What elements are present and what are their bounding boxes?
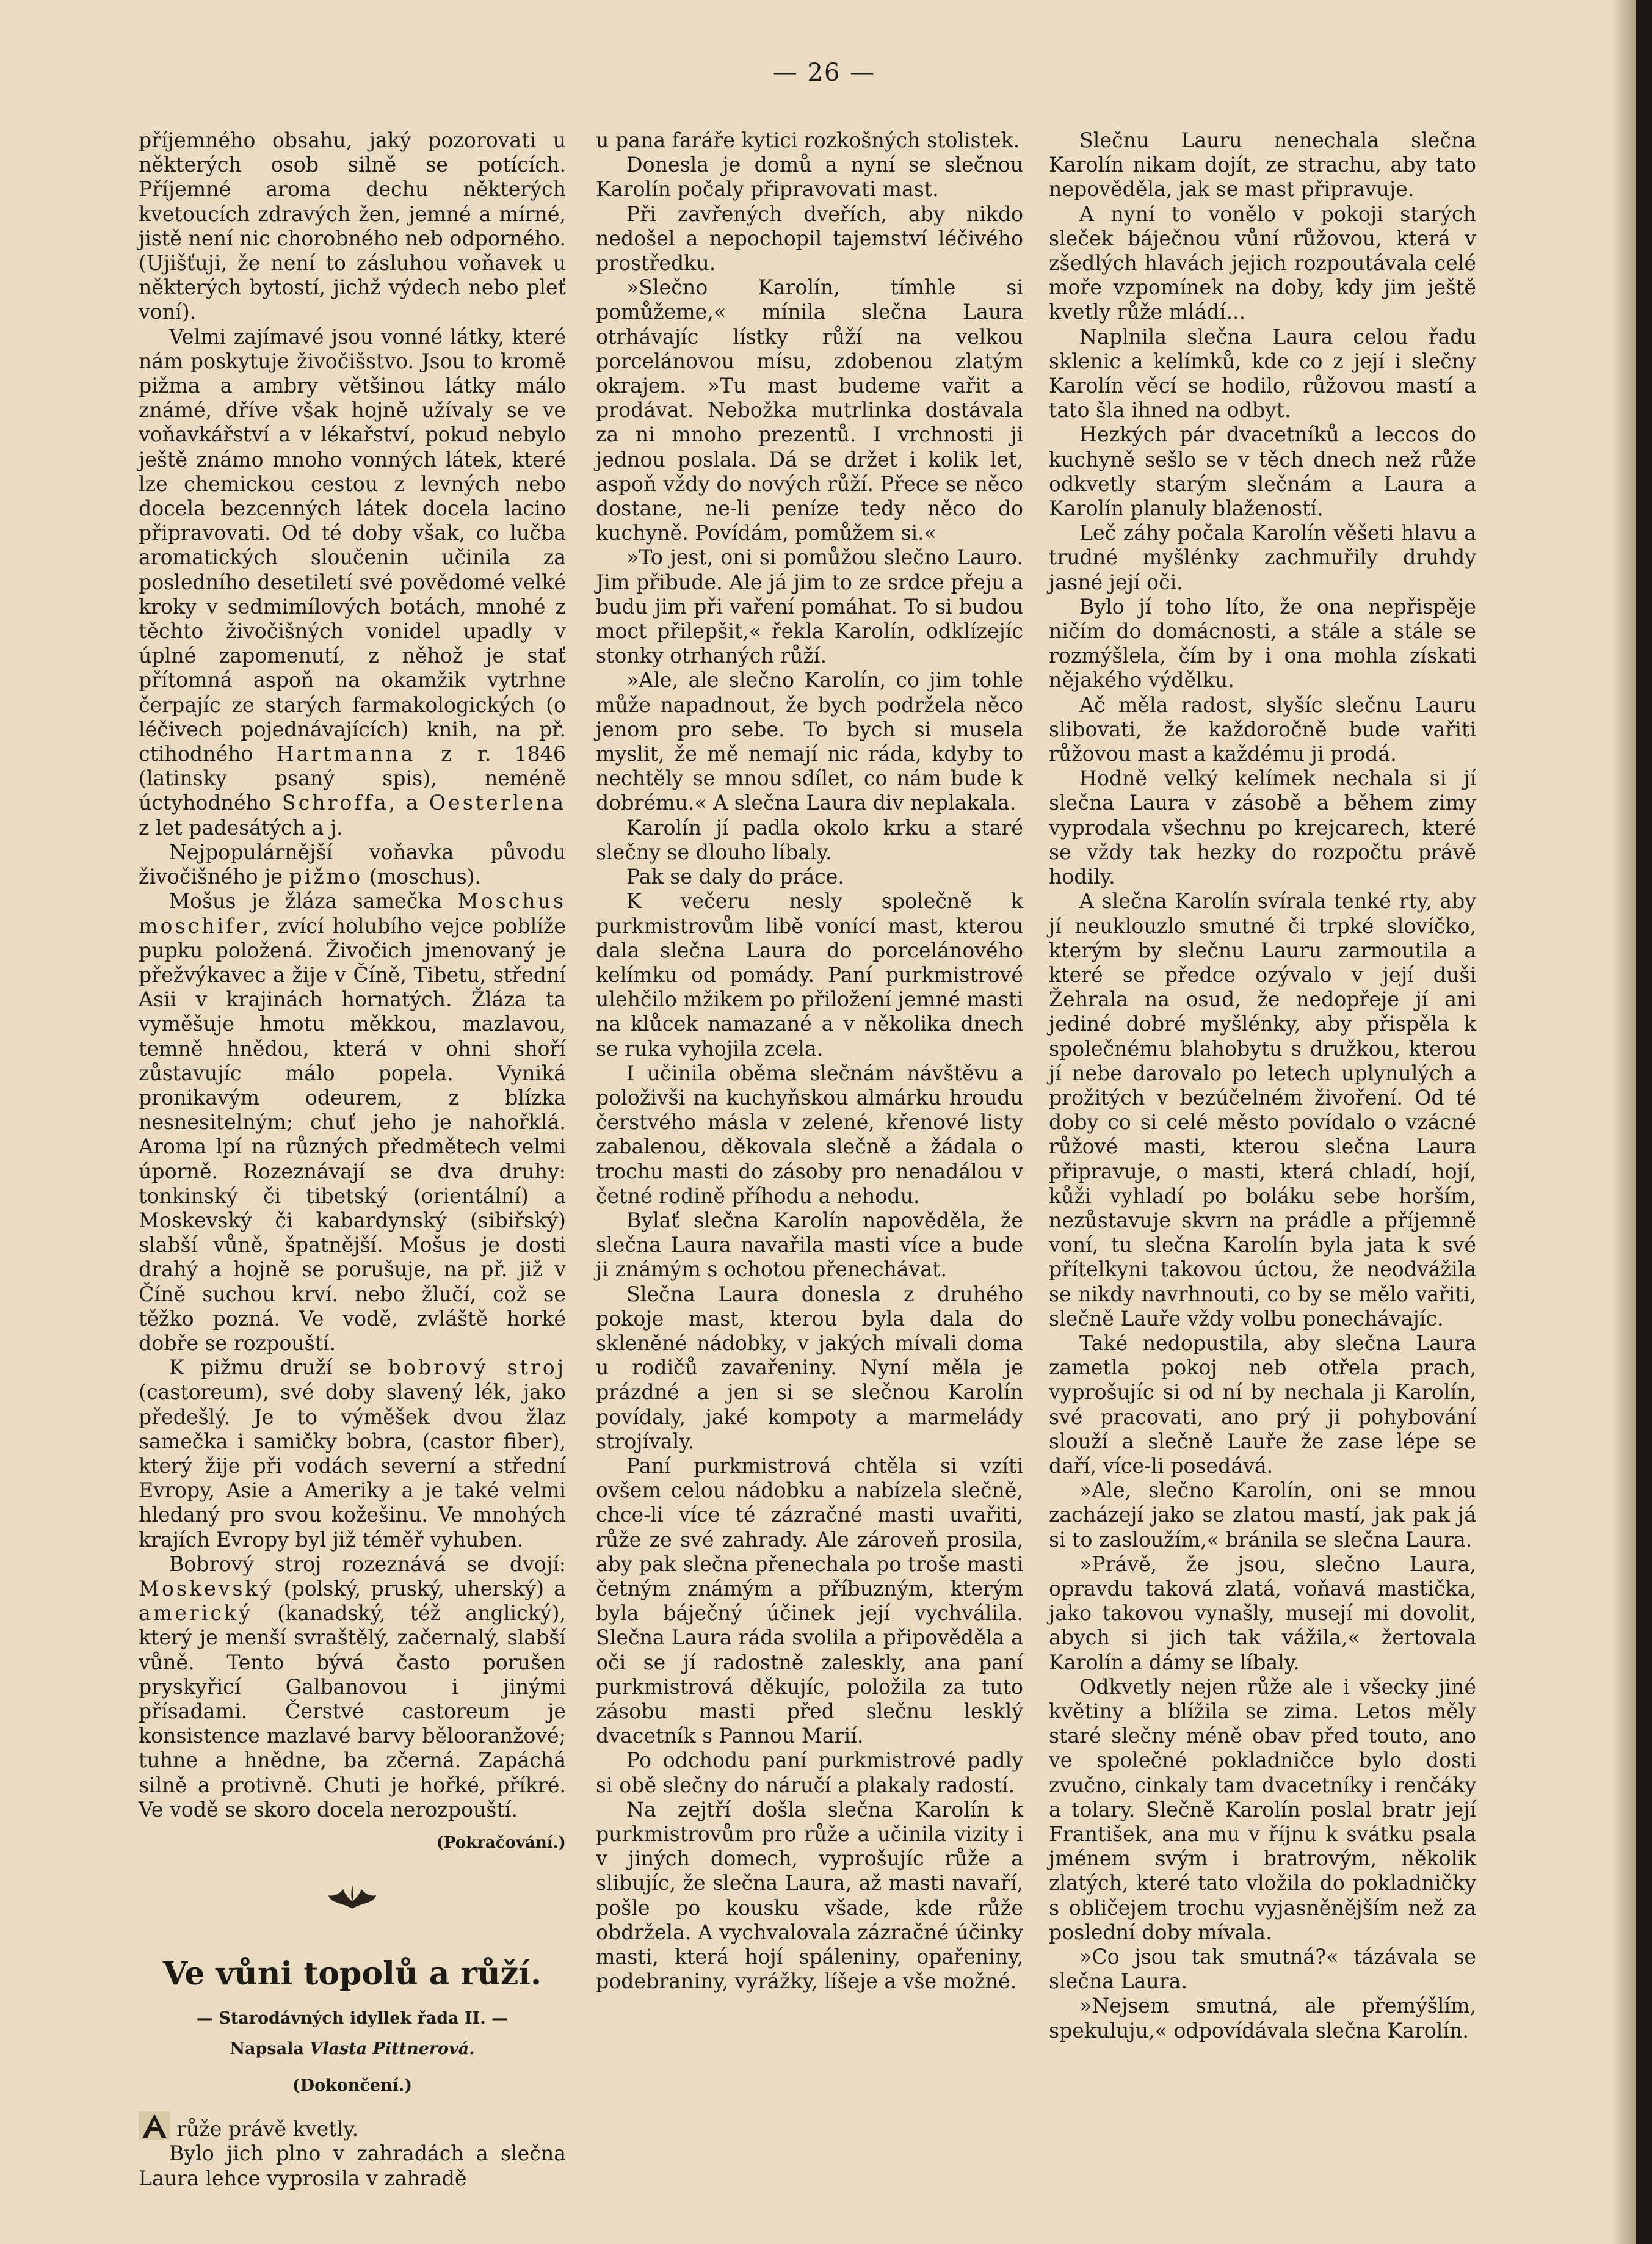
paragraph: Leč záhy počala Karolín věšeti hlavu a trudné myšlénky zachmuřily druhdy jasné její oči. [1049, 521, 1476, 594]
paragraph: Při zavřených dveřích, aby nikdo nedošel a nepochopil tajemství léčivého prostředku. [596, 202, 1023, 275]
author-prefix: Napsala [230, 2039, 304, 2059]
paragraph: Paní purkmistrová chtěla si vzíti ovšem celou nádobku a nabízela slečně, chce-li více té zázračné masti uvařiti, růže ze své zahrady. Ale zároveň prosila, aby pak slečna přenechala po troše masti četným známým a příbuzným, kterým byla báječný účinek její vychválila. Slečna Laura ráda svolila a připověděla a oči se jí radostně zaleskly, ana paní purkmistrová děkujíc, položila za tuto zásobu masti před slečnu lesklý dvacetník s Pannou Marií. [596, 1453, 1023, 1748]
term: Moskevský [139, 1576, 274, 1600]
paragraph: Karolín jí padla okolo krku a staré slečny se dlouho líbaly. [596, 815, 1023, 864]
paragraph: Hezkých pár dvacetníků a leccos do kuchyně sešlo se v těch dnech než růže odkvetly starým slečnám a Laura a Karolín planuly blažeností. [1049, 423, 1476, 521]
paragraph: Pak se daly do práce. [626, 865, 844, 889]
paragraph-text: Mošus je žláza samečka [169, 889, 443, 913]
paragraph: »Nejsem smutná, ale přemýšlím, spekuluju,« odpovídávala slečna Karolín. [1049, 1994, 1476, 2042]
paragraph: »To jest, oni si pomůžou slečno Lauro. Jim přibude. Ale já jim to ze srdce přeju a budu jim při vaření pomáhat. To si budou moct přilepšit,« řekla Karolín, odklízejíc stonky otrhaných růží. [596, 545, 1023, 668]
paragraph: Hodně velký kelímek nechala si jí slečna Laura v zásobě a během zimy vyprodala všechnu po krejcarech, které se vždy tak hezky do rozpočtu právě hodily. [1049, 766, 1476, 889]
paragraph: Ač měla radost, slyšíc slečnu Lauru slibovati, že každoročně bude vařiti růžovou mast a každému ji prodá. [1049, 692, 1476, 766]
dropcap-letter-a-icon [139, 2111, 170, 2140]
paragraph [139, 325, 566, 840]
paragraph: I učinila oběma slečnám návštěvu a položivši na kuchyňskou almárku hroudu čerstvého másla v zelené, křenové listy zabalenou, děkovala slečně a žádala o trochu masti do zásoby pro nenadálou v četné rodině příhodu a nehodu. [596, 1061, 1023, 1208]
concluded-note: (Dokončení.) [292, 2076, 413, 2096]
term: pižmo [289, 865, 363, 889]
paragraph-text: růže právě kvetly. [176, 2117, 359, 2141]
paragraph: u pana faráře kytici rozkošných stolistek. [596, 128, 1020, 152]
paragraph-text: Nejpopulárnější voňavka původu živočišného je [139, 840, 566, 889]
paragraph-text: (moschus). [369, 865, 482, 889]
paragraph-text: Velmi zajímavé jsou vonné látky, které nám poskytuje živočišstvo. Jsou to kromě pižma a ambry většinou látky málo známé, dříve však hojně užívaly se ve voňavkářství a v lékařství, pokud nebylo ještě známo mnoho vonných látek, které lze chemickou cestou z levných nebo docela bezcenných látek docela lacino připravovati. Od té doby však, co lučba aromatických sloučenin učinila za posledního desetiletí své povědomé velké kroky v sedmimílových botách, mnohé z těchto živočišných vonidel upadly v úplné zapomenutí, z něhož je stať přítomná aspoň na okamžik vytrhne čerpajíc ze starých farmakologických (o léčivech pojednávajících) knih, na př. ctihodného [139, 324, 566, 766]
paragraph: »Právě, že jsou, slečno Laura, opravdu taková zlatá, voňavá mastička, jako takovou vynašly, musejí mi dovolit, abych si jich tak vážila,« žertovala Karolín a dámy se líbaly. [1049, 1552, 1476, 1674]
paragraph: Bylo jí toho líto, že ona nepřispěje ničím do domácnosti, a stále a stále se rozmýšlela, čím by i ona mohla získati nějakého výdělku. [1049, 594, 1476, 692]
story-author [139, 2037, 566, 2061]
term: americký [139, 1601, 253, 1625]
author-name: Schroffa [281, 791, 389, 815]
paragraph [139, 2111, 566, 2141]
paragraph-text: (kanadský, též anglický), který je menší svraštělý, začernalý, slabší vůně. Tento bývá často porušen pryskyřicí Galbanovou i jinými přísadami. Čerstvé castoreum je konsistence mazlavé barvy bělooranžové; tuhne a hnědne, ba zčerná. Zapáchá silně a protivně. Chuti je hořké, příkré. Ve vodě se skoro docela nerozpouští. [139, 1601, 566, 1821]
paragraph [139, 1356, 566, 1552]
paragraph: Donesla je domů a nyní se slečnou Karolín počaly připravovati mast. [596, 153, 1023, 202]
paragraph: »Ale, slečno Karolín, oni se mnou zacházejí jako se zlatou mastí, jak pak já si to zasloužím,« bránila se slečna Laura. [1049, 1478, 1476, 1552]
paragraph: A slečna Karolín svírala tenké rty, aby jí neuklouzlo smutné či trpké slovíčko, kterým by slečnu Lauru zarmoutila a které se předce ozývalo v její duši Žehrala na osud, že nedopřeje jí ani jediné dobré myšlénky, aby přispěla k společnému blahobytu s družkou, kterou jí nebe darovalo po letech uplynulých a prožitých v bezúčelném živoření. Od té doby co si celé město povídalo o vzácné růžové masti, kterou slečna Laura připravuje, o masti, která chladí, hojí, kůži vyhladí po boláku sebe horším, nezůstavuje skvrn na prádle a příjemně voní, tu slečna Karolín byla jata k své přítelkyni takovou úctou, že neodvážila se nikdy navrhnouti, co by se mělo vařiti, slečně Lauře vždy volbu ponechávajíc. [1049, 889, 1476, 1331]
paragraph-text: , a [388, 791, 418, 815]
author-name: Hartmanna z [276, 742, 454, 766]
paragraph: příjemného obsahu, jaký pozorovati u některých osob silně se potících. Příjemné aroma dechu některých kvetoucích zdravých žen, jemné a mírné, jistě není nic chorobného neb odporného. (Ujišťuji, že není to zásluhou voňavek u některých bytostí, jichž výdech nebo pleť voní). [139, 128, 566, 324]
paragraph: »Co jsou tak smutná?« tázávala se slečna Laura. [1049, 1945, 1476, 1994]
column-3 [1049, 128, 1476, 2043]
paragraph-text: Bobrový stroj rozeznává se dvojí: [169, 1552, 566, 1576]
paragraph-text: K pižmu druží se [169, 1356, 372, 1380]
column-2 [596, 128, 1023, 1994]
fleuron-ornament [139, 1878, 566, 1921]
paragraph: Také nedopustila, aby slečna Laura zametla pokoj neb otřela prach, vyprošujíc si od ní by nechala ji Karolín, své pracovati, ano prý ji pohybování slouží a slečně Lauře že zase lépe se daří, více-li posedává. [1049, 1331, 1476, 1478]
paragraph: Naplnila slečna Laura celou řadu sklenic a kelímků, kde co z její i slečny Karolín věcí se hodilo, růžovou mastí a tato šla ihned na odbyt. [1049, 324, 1476, 423]
paragraph: Po odchodu paní purkmistrové padly si obě slečny do náručí a plakaly radostí. [596, 1748, 1023, 1797]
paragraph: Slečna Laura donesla z druhého pokoje mast, kterou byla dala do skleněné nádobky, v jakých mívali doma u rodičů zavařeniny. Nyní měla je prázdné a jen si se slečnou Karolín povídaly, jaké kompoty a marmelády strojívaly. [596, 1282, 1023, 1453]
paragraph-text: (castoreum), své doby slavený lék, jako předešlý. Je to výměšek dvou žlaz samečka i samičky bobra, (castor fiber), který žije při vodách severní a střední Evropy, Asie a Ameriky a je také velmi hledaný pro svou kožešinu. Ve mnohých krajích Evropy byl již téměř vyhuben. [139, 1380, 566, 1552]
paragraph: K večeru nesly společně k purkmistrovům libě vonící mast, kterou dala slečna Laura do porcelánového kelímku od pomády. Paní purkmistrové ulehčilo mžikem po přiložení jemné masti na klůcek namazané a v několika dnech se ruka vyhojila zcela. [596, 889, 1023, 1061]
fleuron-icon [325, 1878, 380, 1915]
paragraph: Bylať slečna Karolín napověděla, že slečna Laura navařila masti více a bude ji známým s ochotou přenechávat. [596, 1208, 1023, 1282]
term: bobrový stroj [388, 1356, 566, 1380]
paragraph-text: , zvící holubího vejce poblíže pupku položená. Živočich jmenovaný je přežvýkavec a žije v Číně, Tibetu, střední Asii v krajinách hornatých. Žláza ta vyměšuje hmotu měkkou, mazlavou, temně hnědou, která v ohni shoří zůstavujíc málo popela. Vyniká pronikavým odeurem, z blízka nesnesitelným; chuť jeho je nahořklá. Aroma lpí na různých předmětech velmi úporně. Rozeznávají se dva druhy: tonkinský či tibetský (orientální) a Moskevský či kabardynský (sibiřský) slabší vůně, špatnější. Mošus je dosti drahý a hojně se porušuje, na př. již v Číně suchou krví. nebo žlučí, což se těžko pozná. Ve vodě, zvláště horké dobře se rozpouští. [139, 913, 566, 1355]
continued-note: (Pokračování.) [436, 1834, 566, 1853]
page-number: — 26 — [772, 59, 876, 87]
story-title: Ve vůni topolů a růží. [162, 1955, 542, 1993]
paragraph-text: z let padesátých a j. [139, 815, 343, 840]
author-name: Vlasta Pittnerová. [310, 2039, 475, 2059]
paragraph [139, 840, 566, 889]
paragraph [139, 1552, 566, 1822]
story-series: — Starodávných idyllek řada II. — [196, 2009, 509, 2028]
author-name: Oesterlena [429, 791, 566, 815]
paragraph-text: r. 1846 (latinsky psaný spis), neméně úctyhodného [139, 742, 566, 815]
paragraph: Slečnu Lauru nenechala slečna Karolín nikam dojít, ze strachu, aby tato nepověděla, jak se mast připravuje. [1049, 128, 1476, 202]
paragraph: »Slečno Karolín, tímhle si pomůžeme,« mínila slečna Laura otrhávajíc lístky růží na velkou porcelánovou mísu, zdobenou zlatým okrajem. »Tu mast budeme vařit a prodávat. Nebožka mutrlinka dostávala za ni mnoho prezentů. I vrchnosti ji jednou poslala. Dá se držet i kolik let, aspoň vždy do nových růží. Přece se něco dostane, ne-li peníze tedy něco do kuchyně. Povídám, pomůžem si.« [596, 275, 1023, 545]
page-gutter-shadow [1612, 0, 1636, 2244]
species-name: Moschus moschifer [139, 889, 566, 938]
paragraph: Bylo jich plno v zahradách a slečna Laura lehce vyprosila v zahradě [139, 2141, 566, 2190]
paragraph: Na zejtří došla slečna Karolín k purkmistrovům pro růže a učinila vizity i v jiných domech, vyprošujíc růže a slibujíc, že slečna Laura, až masti navaří, pošle po kousku všade, kde růže obdržela. A vychvalovala zázračné účinky masti, která hojí spáleniny, opařeniny, podebraniny, vyrážky, líšeje a vše možné. [596, 1797, 1023, 1994]
paragraph-text: (polský, pruský, uherský) a [283, 1576, 566, 1600]
paragraph: Odkvetly nejen růže ale i všecky jiné květiny a blížila se zima. Letos měly staré slečny méně obav před touto, ano ve společné pokladničce bylo dosti zvučno, cinkaly tam dvacetníky i renčáky a tolary. Slečně Karolín poslal bratr její František, ana mu v říjnu k svátku psala jménem svým i bratrovým, několik zlatých, které tato vložila do pokladničky s obličejem trochu vyjasněnějším než za poslední doby mívala. [1049, 1674, 1476, 1944]
page-right-edge [1636, 0, 1652, 2244]
column-1 [139, 128, 566, 2191]
paragraph: A nyní to vonělo v pokoji starých sleček báječnou vůní růžovou, která v zšedlých hlavách jejich rozpoutávala celé moře vzpomínek na doby, kdy jim ještě kvetly růže mládí... [1049, 202, 1476, 324]
paragraph [139, 889, 566, 1356]
paragraph: »Ale, ale slečno Karolín, co jim tohle může napadnout, že bych podržela něco jenom pro sebe. To bych si musela myslit, že mě nemají nic ráda, kdyby to nechtěly se mnou sdílet, co nám bude k dobrému.« A slečna Laura div neplakala. [596, 668, 1023, 815]
